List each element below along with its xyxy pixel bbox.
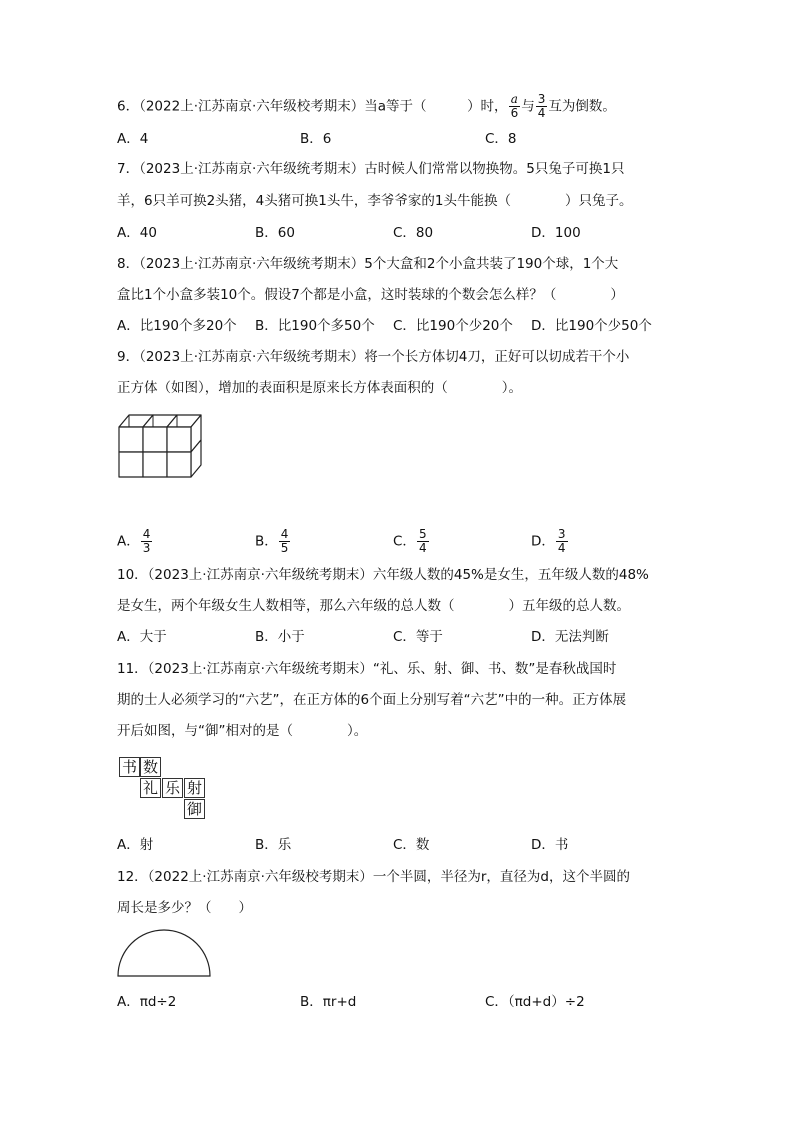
q8-option-c[interactable]: C．比190个少20个: [393, 318, 513, 334]
net-cell-shu: 书: [119, 757, 140, 777]
q11-stem-line2: 期的士人必须学习的“六艺”，在正方体的6个面上分别写着“六艺”中的一种。正方体展: [117, 692, 627, 708]
q7-option-c[interactable]: C．80: [393, 225, 434, 241]
q8-stem-line1: 8．（2023上·江苏南京·六年级统考期末）5个大盒和2个小盒共装了190个球，1个大: [117, 256, 619, 272]
q11-option-c[interactable]: C．数: [393, 837, 430, 853]
q10-option-a[interactable]: A．大于: [117, 629, 167, 645]
q9-option-a[interactable]: A． $\frac{4}{3}$: [117, 527, 151, 555]
q12-option-c[interactable]: C．（πd+d）÷2: [485, 994, 585, 1010]
q6-text-c: 与: [521, 98, 535, 115]
q10-option-c[interactable]: C．等于: [393, 629, 443, 645]
q9-option-d-fraction: $\frac{3}{4}$: [557, 527, 566, 555]
q6-fraction-a-over-6: $\frac{a}{6}$: [510, 92, 519, 120]
q9-option-b-fraction: $\frac{4}{5}$: [280, 527, 289, 555]
q11-option-a[interactable]: A．射: [117, 837, 154, 853]
net-cell-yue: 乐: [162, 778, 183, 798]
q11-option-b[interactable]: B．乐: [255, 837, 292, 853]
q6-blank[interactable]: [427, 98, 468, 116]
cube-net-figure: [117, 756, 212, 822]
net-cell-she: 射: [184, 778, 205, 798]
q12-stem-line2: 周长是多少？（ ）: [117, 900, 252, 916]
q10-option-d[interactable]: D．无法判断: [531, 629, 609, 645]
q6-text-a: 6．（2022上·江苏南京·六年级校考期末）当a等于（: [117, 98, 427, 115]
q11-stem-line1: 11．（2023上·江苏南京·六年级统考期末）“礼、乐、射、御、书、数”是春秋战国时: [117, 661, 617, 677]
q6-fraction-3-over-4: $\frac{3}{4}$: [537, 92, 546, 120]
q8-option-a[interactable]: A．比190个多20个: [117, 318, 237, 334]
q7-stem-line1: 7．（2023上·江苏南京·六年级统考期末）古时候人们常常以物换物。5只兔子可换1只: [117, 161, 625, 177]
q6-text-d: 互为倒数。: [548, 98, 616, 115]
q7-option-a[interactable]: A．40: [117, 225, 157, 241]
q9-stem-line2: 正方体（如图），增加的表面积是原来长方体表面积的（ ）。: [117, 380, 522, 396]
q9-option-c-fraction: $\frac{5}{4}$: [418, 527, 427, 555]
net-cell-li: 礼: [140, 778, 161, 798]
q11-stem-line3: 开后如图，与“御”相对的是（ ）。: [117, 723, 368, 739]
q10-stem-line1: 10．（2023上·江苏南京·六年级统考期末）六年级人数的45%是女生，五年级人数的48%: [117, 567, 649, 583]
q8-option-b[interactable]: B．比190个多50个: [255, 318, 375, 334]
q12-option-b[interactable]: B．πr+d: [300, 994, 357, 1010]
q7-stem-line2: 羊，6只羊可换2头猪，4头猪可换1头牛，李爷爷家的1头牛能换（ ）只兔子。: [117, 193, 633, 209]
q9-option-c[interactable]: C． $\frac{5}{4}$: [393, 527, 427, 555]
q9-stem-line1: 9．（2023上·江苏南京·六年级统考期末）将一个长方体切4刀，正好可以切成若干个小: [117, 349, 630, 365]
net-cell-shu-number: 数: [140, 757, 161, 777]
q9-option-b[interactable]: B． $\frac{4}{5}$: [255, 527, 289, 555]
q8-stem-line2: 盒比1个小盒多装10个。假设7个都是小盒，这时装球的个数会怎么样？（ ）: [117, 287, 624, 303]
q7-option-b[interactable]: B．60: [255, 225, 295, 241]
q12-option-a[interactable]: A．πd÷2: [117, 994, 177, 1010]
q10-stem-line2: 是女生，两个年级女生人数相等，那么六年级的总人数（ ）五年级的总人数。: [117, 598, 630, 614]
q6-text-b: ）时，: [467, 98, 508, 115]
q9-option-a-fraction: $\frac{4}{3}$: [142, 527, 151, 555]
q6-option-b[interactable]: B．6: [300, 131, 332, 147]
semicircle-figure: [116, 928, 212, 978]
q6-option-c[interactable]: C．8: [485, 131, 517, 147]
q7-option-d[interactable]: D．100: [531, 225, 581, 241]
q9-option-d[interactable]: D． $\frac{3}{4}$: [531, 527, 566, 555]
q8-option-d[interactable]: D．比190个少50个: [531, 318, 652, 334]
q6-stem: [117, 93, 616, 120]
cube-stack-figure: [116, 412, 216, 480]
q6-option-a[interactable]: A．4: [117, 131, 149, 147]
net-cell-yu: 御: [184, 799, 205, 819]
q10-option-b[interactable]: B．小于: [255, 629, 305, 645]
q12-stem-line1: 12．（2022上·江苏南京·六年级校考期末）一个半圆，半径为r，直径为d，这个半圆的: [117, 869, 630, 885]
q11-option-d[interactable]: D．书: [531, 837, 569, 853]
